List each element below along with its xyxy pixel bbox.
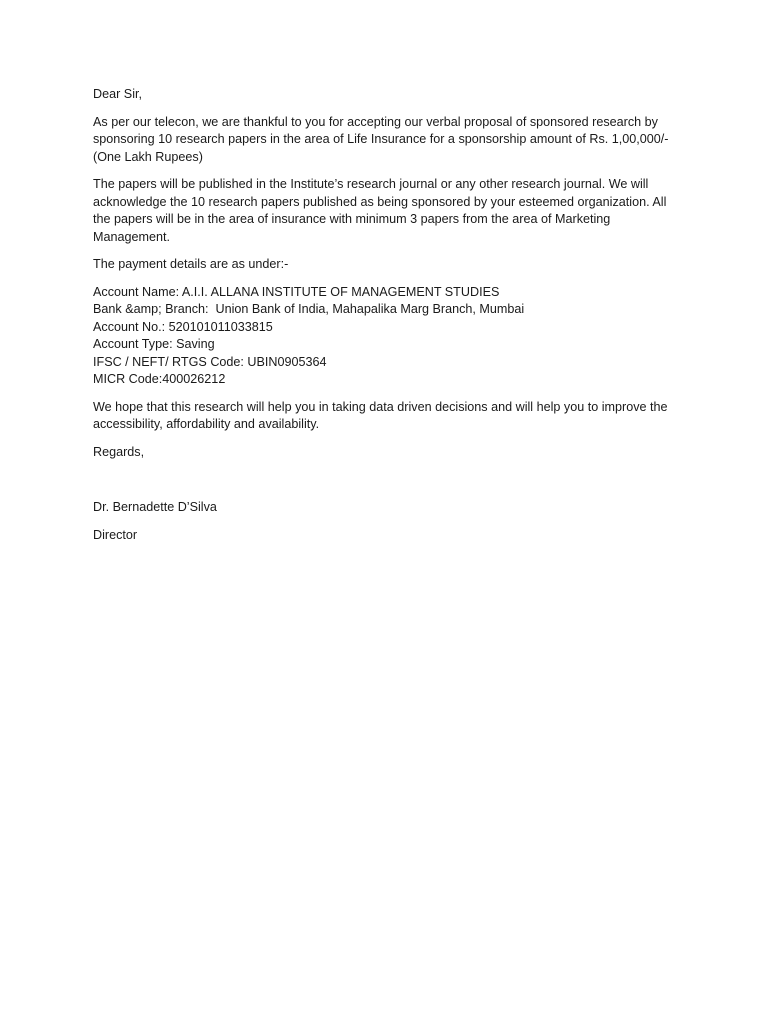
payment-intro: The payment details are as under:- [93, 257, 289, 271]
letter-body [93, 86, 678, 554]
paragraph-closing-hope: We hope that this research will help you in taking data driven decisions and will help you to improve the accessibility, affordability and availability. [93, 399, 668, 431]
bank-branch: Bank &amp; Branch: Union Bank of India, Mahapalika Marg Branch, Mumbai [93, 302, 525, 316]
signatory-title: Director [93, 527, 138, 542]
signatory-name: Dr. Bernadette D’Silva [93, 500, 217, 514]
payment-details [93, 284, 678, 389]
paragraph-sponsorship: As per our telecon, we are thankful to you for accepting our verbal proposal of sponsored research by sponsoring 10 research papers in the area of Life Insurance for a sponsorship amount of Rs. 1,00,000/- (One Lakh Rupees) [93, 114, 669, 164]
ifsc-code: IFSC / NEFT/ RTGS Code: UBIN0905364 [93, 354, 327, 369]
account-name: Account Name: A.I.I. ALLANA INSTITUTE OF MANAGEMENT STUDIES [93, 284, 500, 299]
salutation: Dear Sir, [93, 87, 142, 101]
micr-code: MICR Code:400026212 [93, 372, 226, 386]
paragraph-publication: The papers will be published in the Institute’s research journal or any other research journal. We will acknowledge the 10 research papers published as being sponsored by your esteemed organization. All the papers will be in the area of insurance with minimum 3 papers from the area of Marketing Management. [93, 177, 667, 244]
account-number: Account No.: 520101011033815 [93, 319, 273, 334]
closing: Regards, [93, 444, 145, 459]
signature-space [93, 471, 678, 499]
account-type: Account Type: Saving [93, 337, 215, 351]
